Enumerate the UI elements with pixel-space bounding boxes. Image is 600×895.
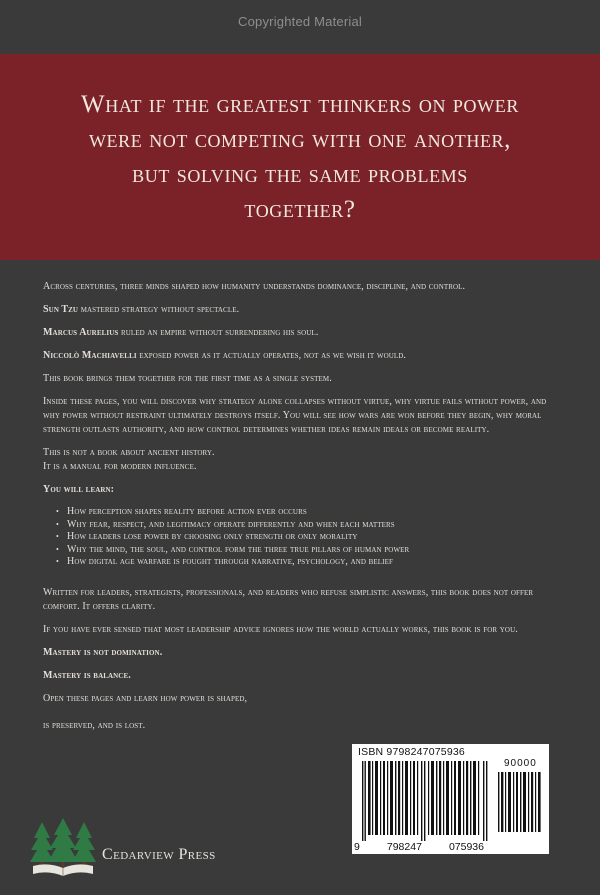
isbn-digit-first: 9 <box>354 841 360 853</box>
mastery-line-2-text: Mastery is balance. <box>43 669 131 681</box>
tagline-question <box>40 87 560 227</box>
tagline-line-1: What if the greatest thinkers on power <box>81 91 519 118</box>
price-code: 90000 <box>504 758 537 769</box>
tagline-line-3: but solving the same problems <box>132 161 468 188</box>
sun-tzu-paragraph <box>43 303 563 317</box>
list-item: • How digital age warfare is fought through narrative, psychology, and belief <box>56 556 563 569</box>
manual-line: It is a manual for modern influence. <box>43 461 197 472</box>
learn-heading <box>43 483 563 497</box>
learn-list <box>56 506 563 569</box>
mastery-line-1 <box>43 646 563 660</box>
sensed-paragraph: If you have ever sensed that most leadership advice ignores how the world actually works, this book is for you. <box>43 623 518 635</box>
machiavelli-name: Niccolò Machiavelli <box>43 350 137 361</box>
barcode-bars-icon <box>360 761 490 841</box>
preserved-line: is preserved, and is lost. <box>43 719 146 731</box>
tagline-banner <box>0 54 600 260</box>
cedar-trees-open-book-icon <box>28 818 98 876</box>
marcus-name: Marcus Aurelius <box>43 327 119 338</box>
marcus-paragraph <box>43 326 563 340</box>
tagline-line-4: together? <box>244 196 356 223</box>
list-item: • Why fear, respect, and legitimacy operate differently and when each matters <box>56 519 563 532</box>
list-item: • How perception shapes reality before action ever occurs <box>56 506 563 519</box>
publisher-name: Cedarview Press <box>102 846 216 863</box>
isbn-barcode <box>352 744 549 854</box>
isbn-label: ISBN 9798247075936 <box>358 746 465 758</box>
written-for-paragraph: Written for leaders, strategists, professionals, and readers who refuse simplistic answers, this book does not offer comfort. It offers clarity. <box>43 586 534 612</box>
mastery-line-2 <box>43 669 563 683</box>
machiavelli-text: exposed power as it actually operates, not as we wish it would. <box>136 350 407 361</box>
learn-heading-text: You will learn: <box>43 484 115 495</box>
isbn-digit-group-2: 075936 <box>448 841 484 853</box>
isbn-digit-group-1: 798247 <box>386 841 422 853</box>
list-item: • Why the mind, the soul, and control form the three true pillars of human power <box>56 544 563 557</box>
back-cover-description <box>43 280 563 742</box>
copyright-watermark: Copyrighted Material <box>238 14 362 29</box>
sun-tzu-text: mastered strategy without spectacle. <box>78 304 240 315</box>
mastery-line-1-text: Mastery is not domination. <box>43 646 163 658</box>
inside-paragraph: Inside these pages, you will discover why strategy alone collapses without virtue, why virtue fails without power, and why power without restraint ultimately destroys itself. You will see how wars are won before they begin, why moral strength outlasts authority, and how control determines whether ideas remain ideals or become reality. <box>43 396 547 435</box>
not-history-paragraph <box>43 446 563 474</box>
marcus-text: ruled an empire without surrendering his soul. <box>118 327 319 338</box>
together-paragraph: This book brings them together for the first time as a single system. <box>43 373 332 384</box>
list-item: • How leaders lose power by choosing only strength or only morality <box>56 531 563 544</box>
open-pages-line: Open these pages and learn how power is shaped, <box>43 692 248 704</box>
not-history-line: This is not a book about ancient history. <box>43 447 215 458</box>
tagline-line-2: were not competing with one another, <box>88 126 512 153</box>
price-barcode-bars-icon <box>498 772 542 832</box>
isbn-digits <box>352 841 492 853</box>
intro-paragraph: Across centuries, three minds shaped how humanity understands dominance, discipline, and control. <box>43 281 466 292</box>
machiavelli-paragraph <box>43 349 563 363</box>
sun-tzu-name: Sun Tzu <box>43 304 79 315</box>
